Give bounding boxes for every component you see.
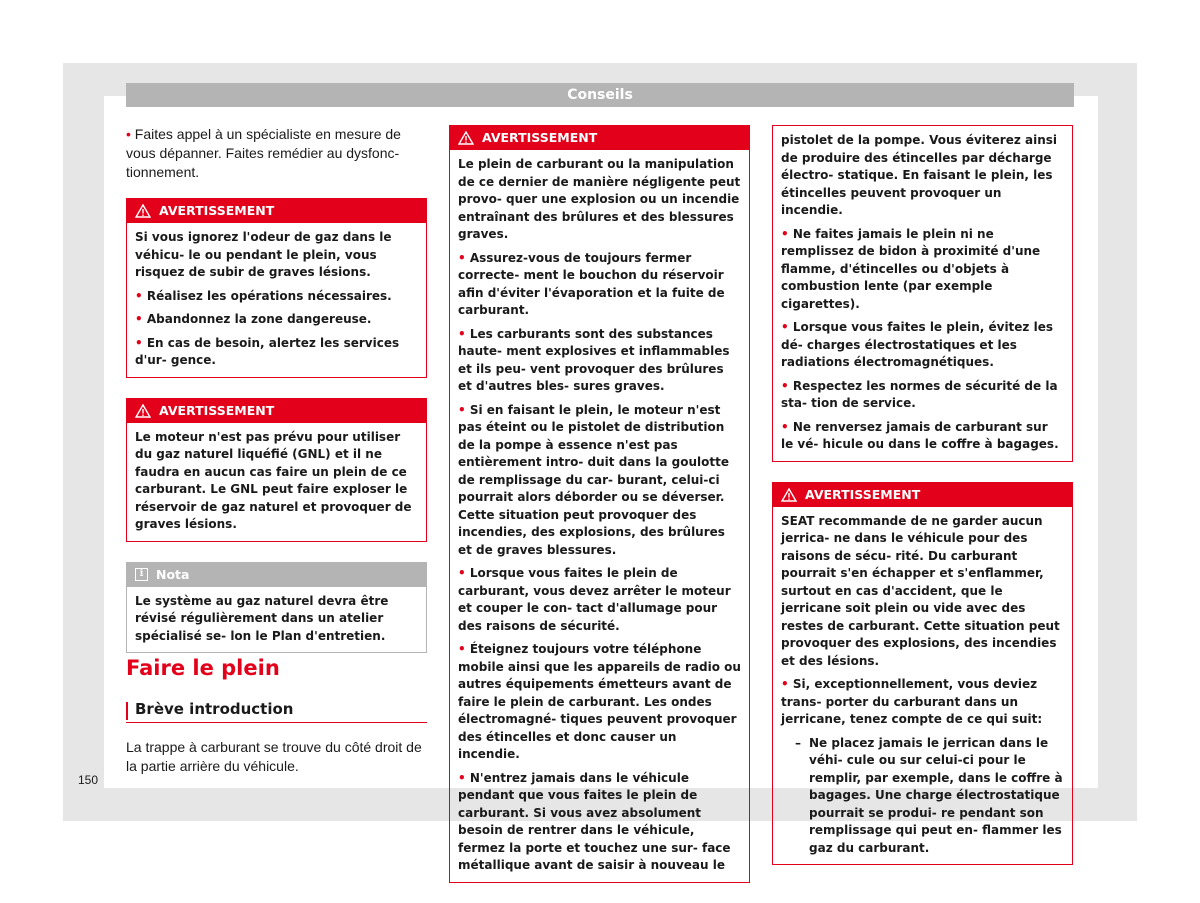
note-box	[126, 562, 427, 654]
warning-body	[773, 507, 1072, 865]
warning-bullet: • Réalisez les opérations nécessaires.	[135, 288, 392, 303]
warning-triangle-icon	[135, 404, 151, 418]
warning-text: Le moteur n'est pas prévu pour utiliser du gaz naturel liquéfié (GNL) et il ne faudra en aucun cas faire un plein de ce carburant. Le GNL peut faire exploser le réservoir de gaz naturel et provoquer de graves lésions.	[135, 429, 412, 531]
warning-bullet: • Assurez-vous de toujours fermer correcte- ment le bouchon du réservoir afin d'éviter l'évaporation et la fuite de carburant.	[458, 250, 725, 317]
section-title: Faire le plein	[126, 656, 280, 680]
warning-bullet: • Si en faisant le plein, le moteur n'est pas éteint ou le pistolet de distribution de la pompe à essence n'est pas entièrement intro- duit dans la goulotte de remplissage du car- burant, celui-ci pourrait alors déborder ou se déverser. Cette situation peut provoquer des incendies, des explosions, des brûlures et de graves blessures.	[458, 402, 729, 557]
warning-title: AVERTISSEMENT	[482, 130, 598, 145]
intro-bullet	[126, 125, 427, 182]
warning-box-gas-odor	[126, 198, 427, 378]
warning-box-fuel	[449, 125, 750, 883]
column-3	[772, 125, 1073, 885]
note-title: Nota	[156, 566, 190, 582]
intro-bullet-text: Faites appel à un spécialiste en mesure de vous dépanner. Faites remédier au dysfonc- tionnement.	[126, 126, 401, 180]
warning-text: pistolet de la pompe. Vous éviterez ainsi de produire des étincelles par décharge électro- statique. En faisant le plein, les étincelles peuvent provoquer un incendie.	[781, 133, 1058, 217]
section-header: Conseils	[126, 83, 1074, 107]
sub-title: Brève introduction	[126, 700, 427, 723]
warning-title: AVERTISSEMENT	[805, 486, 921, 502]
warning-title: AVERTISSEMENT	[159, 203, 275, 218]
warning-triangle-icon	[458, 131, 474, 145]
warning-body	[127, 423, 426, 541]
warning-bullet: • Ne faites jamais le plein ni ne remplissez de bidon à proximité d'une flamme, d'étincelles ou d'objets à combustion lente (par exemple cigarettes).	[781, 226, 1041, 311]
warning-text: SEAT recommande de ne garder aucun jerrica- ne dans le véhicule pour des raisons de sécu- rité. Du carburant pourrait s'en échapper et s'enflammer, surtout en cas d'accident, que le jerricane soit plein ou vide avec des restes de carburant. Cette situation peut provoquer des explosions, des incendies et des lésions.	[781, 513, 1060, 668]
warning-title: AVERTISSEMENT	[159, 402, 275, 418]
column-2	[449, 125, 750, 903]
warning-header	[773, 483, 1072, 507]
warning-bullet: • Respectez les normes de sécurité de la sta- tion de service.	[781, 378, 1058, 410]
column-1	[126, 125, 427, 653]
warning-bullet: • N'entrez jamais dans le véhicule pendant que vous faites le plein de carburant. Si vous avez absolument besoin de rentrer dans le véhicule, fermez la porte et touchez une sur- face métallique avant de saisir à nouveau le	[458, 770, 731, 872]
warning-bullet: • Ne renversez jamais de carburant sur le vé- hicule ou dans le coffre à bagages.	[781, 419, 1059, 451]
note-body	[127, 587, 426, 653]
warning-bullet: • Lorsque vous faites le plein de carburant, vous devez arrêter le moteur et couper le con- tact d'allumage pour des raisons de sécurité.	[458, 566, 731, 633]
warning-bullet: • Abandonnez la zone dangereuse.	[135, 312, 372, 326]
warning-box-continued	[772, 125, 1073, 462]
warning-triangle-icon	[781, 488, 797, 502]
warning-header	[450, 126, 749, 150]
warning-box-jerrican	[772, 482, 1073, 866]
warning-bullet: • Lorsque vous faites le plein, évitez les dé- charges électrostatiques et les radiations électromagnétiques.	[781, 320, 1053, 369]
warning-body	[450, 150, 749, 882]
warning-header	[127, 199, 426, 223]
warning-dash-item: – Ne placez jamais le jerrican dans le véhi- cule ou sur celui-ci pour le remplir, par exemple, dans le coffre à bagages. Une charge électrostatique pourrait se produi- re pendant son remplissage qui peut en- flammer les gaz du carburant.	[781, 735, 1064, 858]
warning-bullet: • Si, exceptionnellement, vous deviez trans- porter du carburant dans un jerricane, tenez compte de ce qui suit:	[781, 677, 1043, 726]
warning-text: Le plein de carburant ou la manipulation de ce dernier de manière négligente peut provo- quer une explosion ou un incendie entraînant des brûlures et des blessures graves.	[458, 157, 741, 241]
intro-paragraph: La trappe à carburant se trouve du côté droit de la partie arrière du véhicule.	[126, 739, 422, 774]
warning-text: Si vous ignorez l'odeur de gaz dans le véhicu- le ou pendant le plein, vous risquez de subir de graves lésions.	[135, 230, 392, 279]
dash-icon: –	[795, 735, 801, 750]
warning-bullet: • En cas de besoin, alertez les services d'ur- gence.	[135, 335, 400, 367]
page-number: 150	[78, 773, 99, 787]
warning-triangle-icon	[135, 204, 151, 218]
warning-bullet: • Les carburants sont des substances haute- ment explosives et inflammables et ils peu- vent provoquer des brûlures et d'autres bles- sures graves.	[458, 326, 730, 393]
warning-body	[127, 223, 426, 377]
warning-bullet: • Éteignez toujours votre téléphone mobile ainsi que les appareils de radio ou autres équipements émetteurs avant de faire le plein de carburant. Les ondes électromagné- tiques peuvent provoquer des étincelles et donc causer un incendie.	[458, 642, 741, 761]
warning-header	[127, 399, 426, 423]
warning-box-gnl	[126, 398, 427, 542]
bullet-icon: •	[126, 126, 131, 142]
info-icon: i	[135, 568, 148, 581]
note-header	[127, 563, 426, 587]
warning-body	[773, 126, 1072, 461]
note-text: Le système au gaz naturel devra être révisé régulièrement dans un atelier spécialisé se- lon le Plan d'entretien.	[135, 593, 389, 643]
